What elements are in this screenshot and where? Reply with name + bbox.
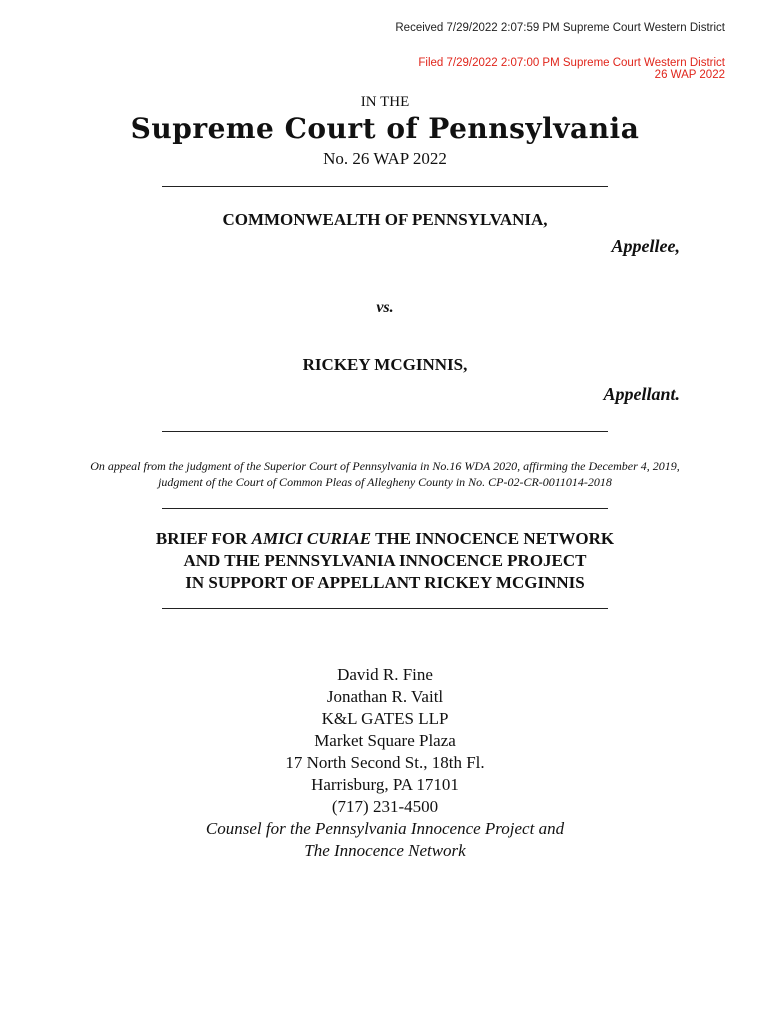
in-the-label: IN THE (360, 94, 410, 110)
counsel-name: Jonathan R. Vaitl (326, 687, 444, 706)
received-stamp: Received 7/29/2022 2:07:59 PM Supreme Court Western District (395, 22, 725, 34)
versus-label: vs. (376, 299, 394, 316)
address-line: Harrisburg, PA 17101 (311, 775, 459, 794)
appeal-line-1: On appeal from the judgment of the Superior Court of Pennsylvania in No.16 WDA 2020, affirming the December 4, 2019, (90, 459, 680, 473)
counsel-role-line-1: Counsel for the Pennsylvania Innocence Project and (205, 819, 565, 838)
divider-rule (162, 508, 608, 509)
law-firm: K&L GATES LLP (321, 709, 449, 728)
counsel-role-line-2: The Innocence Network (304, 841, 466, 860)
filed-stamp-line-2: 26 WAP 2022 (654, 69, 725, 81)
appellee-name: COMMONWEALTH OF PENNSYLVANIA, (222, 210, 548, 229)
brief-suffix: THE INNOCENCE NETWORK (371, 529, 615, 548)
phone-number: (717) 231-4500 (331, 797, 439, 816)
appellee-role: Appellee, (611, 236, 680, 256)
brief-title-line-2: AND THE PENNSYLVANIA INNOCENCE PROJECT (183, 551, 587, 570)
brief-title-line-1 (0, 528, 770, 550)
address-line: Market Square Plaza (314, 731, 456, 750)
brief-title-line-3: IN SUPPORT OF APPELLANT RICKEY MCGINNIS (185, 573, 585, 592)
counsel-block (0, 664, 770, 862)
appeal-line-2: judgment of the Court of Common Pleas of Allegheny County in No. CP-02-CR-0011014-2018 (158, 475, 612, 489)
appeal-statement (0, 458, 770, 490)
appellant-name: RICKEY MCGINNIS, (302, 355, 468, 374)
divider-rule (162, 431, 608, 432)
divider-rule (162, 608, 608, 609)
divider-rule (162, 186, 608, 187)
address-line: 17 North Second St., 18th Fl. (285, 753, 485, 772)
brief-title (0, 528, 770, 594)
filed-stamp-line-1: Filed 7/29/2022 2:07:00 PM Supreme Court Western District (418, 57, 725, 69)
filed-stamp (418, 57, 725, 81)
counsel-name: David R. Fine (337, 665, 433, 684)
court-title: Supreme Court of Pennsylvania (130, 112, 640, 145)
brief-prefix: BRIEF FOR (155, 529, 252, 548)
docket-number: No. 26 WAP 2022 (323, 149, 447, 168)
appellant-role: Appellant. (603, 384, 680, 404)
amici-curiae-text: AMICI CURIAE (251, 529, 372, 548)
